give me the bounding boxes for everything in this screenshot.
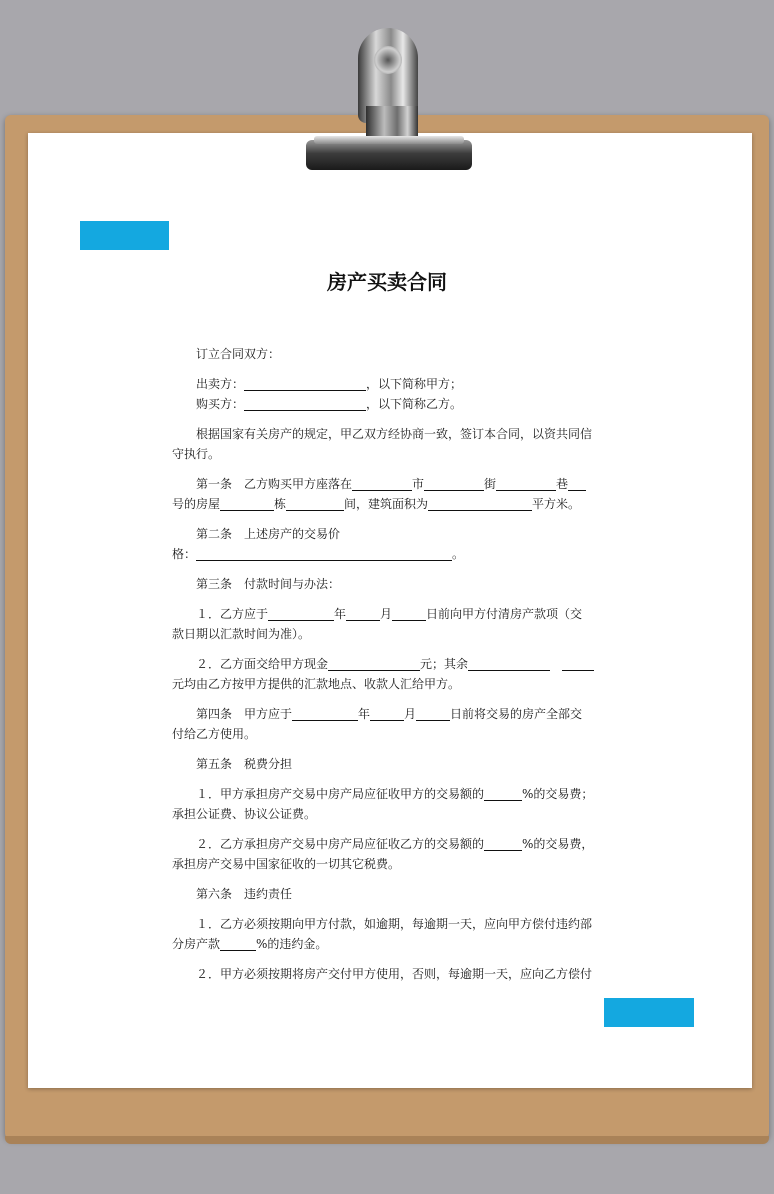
contract-body xyxy=(172,344,604,994)
article-5: 第五条 税费分担 xyxy=(196,757,293,771)
article-6-clause-1: １．乙方必须按期向甲方付款，如逾期，每逾期一天，应向甲方偿付违约部 分房产款 %的违约金。 xyxy=(172,917,593,951)
bottom-blue-tag xyxy=(604,998,694,1027)
seller-blank xyxy=(244,376,366,391)
top-blue-tag xyxy=(80,221,169,250)
preamble: 根据国家有关房产的规定，甲乙双方经协商一致，签订本合同，以资共同信 守执行。 xyxy=(172,427,593,461)
buyer-line: 购买方： ，以下简称乙方。 xyxy=(196,397,463,411)
document-title: 房产买卖合同 xyxy=(327,270,447,294)
article-4: 第四条 甲方应于 年 月 日前将交易的房产全部交 付给乙方使用。 xyxy=(172,707,583,741)
article-5-clause-1: １．甲方承担房产交易中房产局应征收甲方的交易额的 %的交易费； 承担公证费、协议公证费。 xyxy=(172,787,594,821)
article-5-clause-2: ２．乙方承担房产交易中房产局应征收乙方的交易额的 %的交易费， 承担房产交易中国家征收的一切其它税费。 xyxy=(172,837,594,871)
buyer-blank xyxy=(244,396,366,411)
article-3-clause-1: １．乙方应于 年 月 日前向甲方付清房产款项（交 款日期以汇款时间为准）。 xyxy=(172,607,583,641)
article-6: 第六条 违约责任 xyxy=(196,887,293,901)
binder-clip-icon xyxy=(296,28,478,176)
article-1: 第一条 乙方购买甲方座落在 市 街 巷 号的房屋 栋 间，建筑面积为 平方米。 xyxy=(172,474,604,514)
article-3-clause-2: ２．乙方面交给甲方现金 元；其余 元均由乙方按甲方提供的汇款地点、收款人汇给甲方。 xyxy=(172,654,604,694)
parties-heading: 订立合同双方： xyxy=(196,347,281,361)
clipboard-edge xyxy=(5,1136,769,1144)
article-6-clause-2: ２．甲方必须按期将房产交付甲方使用，否则，每逾期一天，应向乙方偿付 xyxy=(196,967,593,981)
article-3: 第三条 付款时间与办法： xyxy=(196,577,341,591)
seller-line: 出卖方： ，以下简称甲方； xyxy=(196,377,463,391)
article-2: 第二条 上述房产的交易价 格： 。 xyxy=(172,527,465,561)
